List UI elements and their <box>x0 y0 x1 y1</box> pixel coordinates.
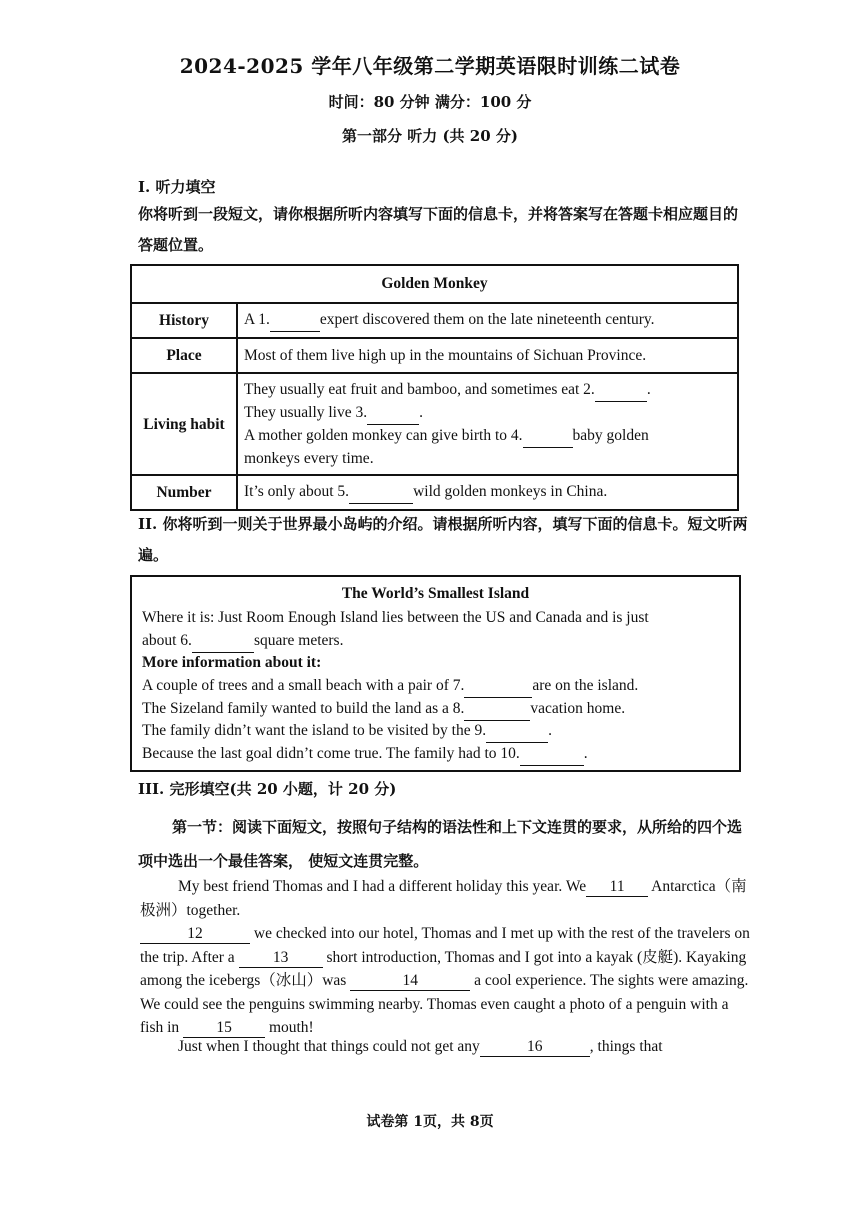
passage-text: a cool experience. The sights were amazing. We could see the penguins swimming nearby. Thomas even caught a photo of a penguin with a fish in <box>140 972 749 1036</box>
cloze-blank-11: 11 <box>586 878 648 897</box>
row-history <box>237 303 738 338</box>
passage-paragraph-1 <box>140 875 750 922</box>
passage-text: we checked into our hotel, Thomas and I met up with the rest of the travelers on the trip. After a <box>140 925 750 966</box>
row-place <box>237 338 738 373</box>
section1-instruction: 你将听到一段短文，请你根据所听内容填写下面的信息卡，并将答案写在答题卡相应题目的答题位置。 <box>138 205 739 254</box>
answer-blank-7 <box>464 675 532 698</box>
answer-blank-1 <box>270 309 320 332</box>
line-text: . <box>548 722 552 739</box>
passage-text: Just when I thought that things could not get any <box>178 1038 480 1055</box>
passage-text: mouth! <box>268 1019 314 1036</box>
passage-text: My best friend Thomas and I had a different holiday this year. We <box>178 878 587 895</box>
exam-title: 2024-2025 学年八年级第二学期英语限时训练二试卷 <box>179 54 681 78</box>
passage-paragraph-2 <box>140 922 750 1040</box>
cell-text: . <box>646 380 651 398</box>
cell-text: They usually eat fruit and bamboo, and sometimes eat 2. <box>244 380 595 398</box>
answer-blank-5 <box>349 481 413 504</box>
island-line-3 <box>142 675 638 698</box>
island-line-5 <box>142 720 552 743</box>
row-living-habit <box>237 373 738 475</box>
golden-monkey-card <box>130 264 739 511</box>
cell-text: They usually live 3. <box>244 403 368 421</box>
passage-text: , things that <box>589 1038 663 1055</box>
line-text: A couple of trees and a small beach with a pair of 7. <box>142 677 465 694</box>
cell-text: monkeys every time. <box>244 449 374 467</box>
cell-text: A mother golden monkey can give birth to 4. <box>244 426 523 444</box>
cell-text: It’s only about 5. <box>244 483 350 500</box>
cloze-blank-14: 14 <box>350 972 470 991</box>
cloze-blank-12: 12 <box>140 925 250 944</box>
page-footer: 试卷第 1页，共 8页 <box>366 1114 494 1130</box>
cell-text: Most of them live high up in the mountains of Sichuan Province. <box>244 346 647 364</box>
answer-blank-10 <box>520 743 584 766</box>
row-label-history: History <box>131 303 237 338</box>
passage-text: short introduction, Thomas and I got into a kayak (皮艇). Kayaking among the icebergs（冰山）was <box>140 948 747 989</box>
line-text: Because the last goal didn’t come true. The family had to 10. <box>142 745 520 762</box>
cell-text: . <box>419 403 423 421</box>
cloze-blank-16: 16 <box>480 1038 590 1057</box>
cell-text: A 1. <box>244 311 270 328</box>
part-title: 第一部分 听力 (共 20 分) <box>342 127 518 145</box>
card-title: The World’s Smallest Island <box>341 585 530 602</box>
island-line-6 <box>142 743 588 766</box>
more-info-heading: More information about it: <box>142 654 322 671</box>
answer-blank-4 <box>523 425 573 448</box>
line-text: square meters. <box>253 632 344 649</box>
answer-blank-9 <box>486 720 548 743</box>
passage-paragraph-3 <box>140 1035 750 1059</box>
card-title: Golden Monkey <box>131 265 738 303</box>
line-text: . <box>583 745 588 762</box>
island-line-1: Where it is: Just Room Enough Island lies between the US and Canada and is just <box>142 609 649 626</box>
cloze-blank-13: 13 <box>239 949 323 968</box>
island-line-4 <box>142 698 625 721</box>
answer-blank-6 <box>192 630 254 653</box>
section3-instruction: 第一节：阅读下面短文，按照句子结构的语法性和上下文连贯的要求，从所给的四个选项中选出一个最佳答案， 使短文连贯完整。 <box>138 818 743 870</box>
cell-text: baby golden <box>572 426 649 444</box>
line-text: are on the island. <box>532 677 639 694</box>
line-text: The Sizeland family wanted to build the land as a 8. <box>142 700 465 717</box>
row-label-living-habit: Living habit <box>131 373 237 475</box>
row-number <box>237 475 738 510</box>
cloze-blank-15: 15 <box>183 1019 265 1038</box>
answer-blank-3 <box>367 402 419 425</box>
section1-heading: I. 听力填空 <box>138 178 216 196</box>
time-info: 时间：80 分钟 满分：100 分 <box>328 93 532 111</box>
line-text: about 6. <box>142 632 192 649</box>
passage-text: Antarctica（南极洲）together. <box>140 878 747 919</box>
section3-heading: III. 完形填空(共 20 小题，计 20 分) <box>138 780 397 798</box>
line-text: The family didn’t want the island to be visited by the 9. <box>142 722 487 739</box>
row-label-number: Number <box>131 475 237 510</box>
row-label-place: Place <box>131 338 237 373</box>
cell-text: expert discovered them on the late nineteenth century. <box>319 311 655 328</box>
line-text: vacation home. <box>530 700 626 717</box>
answer-blank-2 <box>595 379 647 402</box>
section2-instruction: II. 你将听到一则关于世界最小岛屿的介绍。请根据所听内容，填写下面的信息卡。短文听两遍。 <box>138 515 748 564</box>
answer-blank-8 <box>464 698 530 721</box>
cell-text: wild golden monkeys in China. <box>413 483 608 500</box>
island-line-2 <box>142 630 343 653</box>
smallest-island-card <box>130 575 741 772</box>
